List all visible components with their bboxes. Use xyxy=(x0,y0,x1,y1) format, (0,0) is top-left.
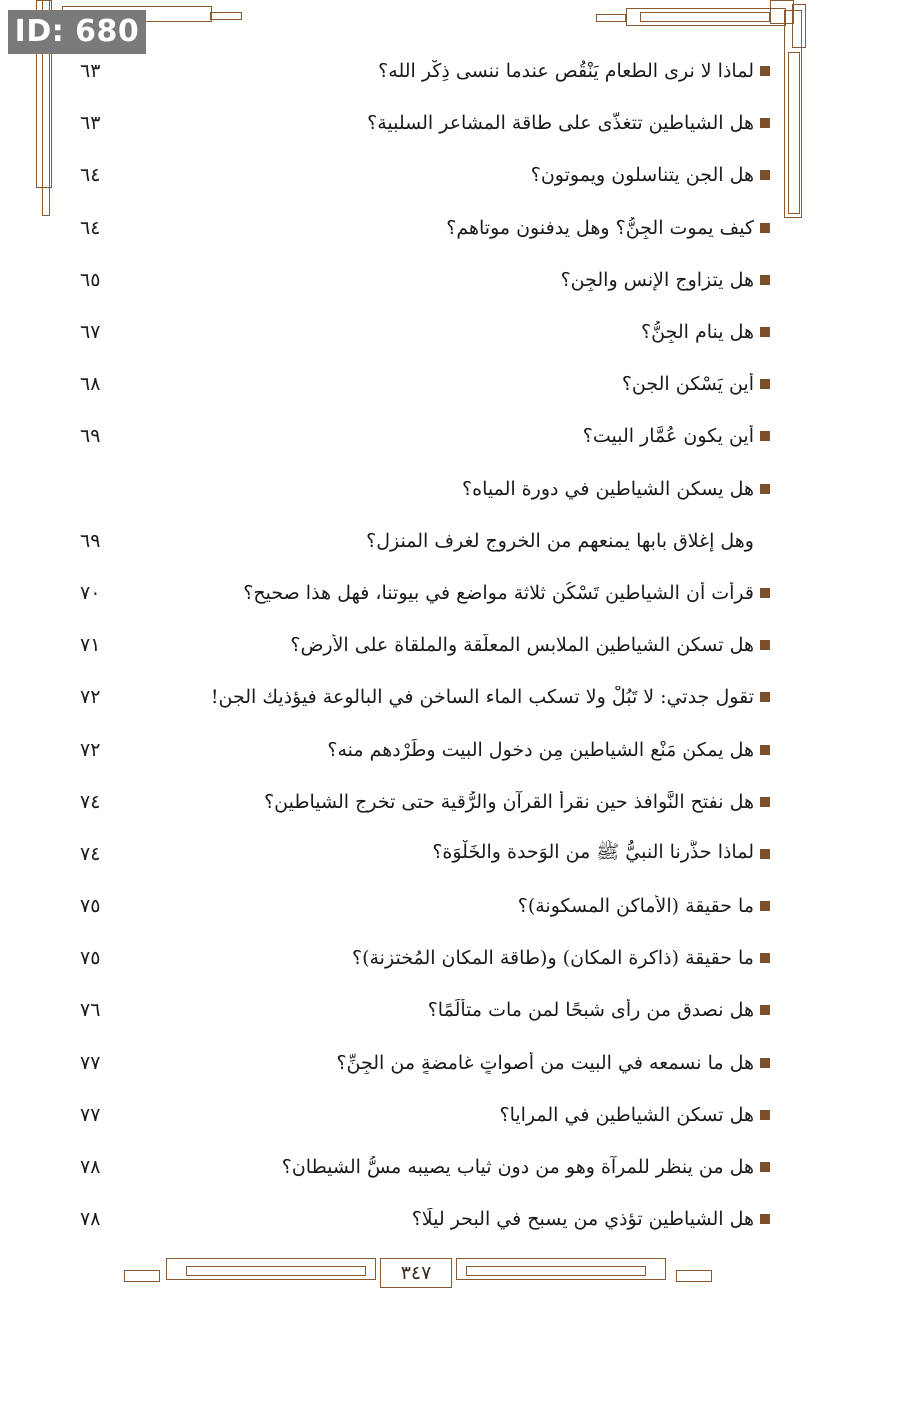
page-number: ٣٤٧ xyxy=(400,1262,432,1284)
bullet-icon xyxy=(760,1162,770,1172)
toc-entry-page: ٧٧ xyxy=(80,1051,101,1074)
toc-entry-title: ما حقيقة (الأماكن المسكونة)؟ xyxy=(517,895,754,918)
toc-entry-page: ٧٧ xyxy=(80,1103,101,1126)
toc-entry-page: ٧١ xyxy=(80,634,101,657)
toc-entry-title: هل تسكن الشياطين الملابس المعلَّقة والملقاة على الأرض؟ xyxy=(290,634,754,657)
toc-entry-title: أين يَسْكن الجن؟ xyxy=(621,373,754,396)
toc-entry-page: ٦٤ xyxy=(80,216,101,239)
toc-entry xyxy=(80,1193,770,1245)
toc-entry xyxy=(80,776,770,828)
toc-entry xyxy=(80,306,770,358)
toc-entry xyxy=(80,45,770,97)
toc-entry-page: ٦٩ xyxy=(80,529,101,552)
toc-entry-page: ٦٨ xyxy=(80,373,101,396)
bullet-icon xyxy=(760,66,770,76)
bullet-icon xyxy=(760,1058,770,1068)
toc-entry-page: ٧٤ xyxy=(80,790,101,813)
toc-entry xyxy=(80,567,770,619)
toc-entry-title: هل الجن يتناسلون ويموتون؟ xyxy=(530,164,754,187)
toc-entry xyxy=(80,619,770,671)
id-badge: ID: 680 xyxy=(8,10,146,54)
bullet-icon xyxy=(760,275,770,285)
bullet-icon xyxy=(760,170,770,180)
bullet-icon xyxy=(760,640,770,650)
table-of-contents xyxy=(80,45,770,1245)
bullet-icon xyxy=(760,118,770,128)
bullet-icon xyxy=(760,1005,770,1015)
toc-entry xyxy=(80,97,770,149)
toc-entry-page: ٧٦ xyxy=(80,999,101,1022)
toc-entry-title: أين يكون عُمَّار البيت؟ xyxy=(582,425,754,448)
toc-entry xyxy=(80,828,770,880)
toc-entry-page: ٧٢ xyxy=(80,686,101,709)
toc-entry-title: هل يمكن مَنْع الشياطين مِن دخول البيت وطَرْدهم منه؟ xyxy=(327,738,754,761)
footer-ornament xyxy=(120,1258,720,1288)
toc-entry xyxy=(80,202,770,254)
toc-entry-title: لماذا لا نرى الطعام يَنْقُص عندما ننسى ذِكْر الله؟ xyxy=(378,60,754,83)
toc-entry-title: وهل إغلاق بابها يمنعهم من الخروج لغرف المنزل؟ xyxy=(366,529,754,552)
toc-entry xyxy=(80,463,770,515)
toc-entry xyxy=(80,1141,770,1193)
toc-entry xyxy=(80,254,770,306)
toc-entry xyxy=(80,1089,770,1141)
bullet-icon xyxy=(760,431,770,441)
bullet-icon xyxy=(760,692,770,702)
toc-entry-title: هل ما نسمعه في البيت من أصواتٍ غامضةٍ من الجِنِّ؟ xyxy=(336,1051,754,1074)
toc-entry xyxy=(80,932,770,984)
toc-entry xyxy=(80,515,770,567)
toc-entry xyxy=(80,358,770,410)
bullet-icon xyxy=(760,745,770,755)
bullet-icon xyxy=(760,379,770,389)
toc-entry-title: هل الشياطين تتغذَّى على طاقة المشاعر السلبية؟ xyxy=(367,112,754,135)
toc-entry-page: ٦٧ xyxy=(80,321,101,344)
toc-entry xyxy=(80,149,770,201)
bullet-icon xyxy=(760,901,770,911)
toc-entry-title: هل من ينظر للمرآة وهو من دون ثياب يصيبه مسُّ الشيطان؟ xyxy=(281,1156,754,1179)
bullet-icon xyxy=(760,797,770,807)
toc-entry-title: ما حقيقة (ذاكرة المكان) و(طاقة المكان المُختزنة)؟ xyxy=(352,947,754,970)
toc-entry-page: ٧٨ xyxy=(80,1156,101,1179)
bullet-icon xyxy=(760,484,770,494)
toc-entry-title: تقول جدتي: لا تَبُلْ ولا تسكب الماء الساخن في البالوعة فيؤذيك الجن! xyxy=(210,686,754,709)
bullet-icon xyxy=(760,1110,770,1120)
toc-entry-title: هل يتزاوج الإنس والجِن؟ xyxy=(560,268,754,291)
bullet-icon xyxy=(760,953,770,963)
toc-entry-page: ٧٥ xyxy=(80,947,101,970)
toc-entry xyxy=(80,410,770,462)
toc-entry-title: هل ينام الجِنُّ؟ xyxy=(641,321,754,344)
toc-entry-page: ٧٨ xyxy=(80,1208,101,1231)
toc-entry xyxy=(80,671,770,723)
bullet-icon xyxy=(760,588,770,598)
toc-entry-page: ٧٥ xyxy=(80,895,101,918)
bullet-icon xyxy=(760,223,770,233)
toc-entry-title: قرأت أن الشياطين تَسْكُن ثلاثة مواضع في بيوتنا، فهل هذا صحيح؟ xyxy=(243,581,754,604)
toc-entry-title: هل نفتح النَّوافذ حين نقرأ القرآن والرُّقية حتى تخرج الشياطين؟ xyxy=(264,790,754,813)
toc-entry-page: ٦٤ xyxy=(80,164,101,187)
toc-entry-page: ٦٩ xyxy=(80,425,101,448)
bullet-icon xyxy=(760,849,770,859)
toc-entry xyxy=(80,723,770,775)
toc-entry-page: ٦٣ xyxy=(80,60,101,83)
toc-entry xyxy=(80,984,770,1036)
toc-entry-page: ٧٤ xyxy=(80,842,101,865)
toc-entry-page: ٧٠ xyxy=(80,581,101,604)
toc-entry-page: ٦٥ xyxy=(80,268,101,291)
toc-entry-title: كيف يموت الجِنُّ؟ وهل يدفنون موتاهم؟ xyxy=(446,216,754,239)
toc-entry-title: هل الشياطين تؤذي من يسبح في البحر ليلًا؟ xyxy=(411,1208,754,1231)
toc-entry xyxy=(80,880,770,932)
toc-entry-page: ٧٢ xyxy=(80,738,101,761)
toc-entry xyxy=(80,1037,770,1089)
toc-entry-title: لماذا حذَّرنا النبيُّ ﷺ من الوَحدة والخَلْوَة؟ xyxy=(432,840,754,863)
toc-entry-page: ٦٣ xyxy=(80,112,101,135)
bullet-icon xyxy=(760,1214,770,1224)
toc-entry-title: هل تسكن الشياطين في المرايا؟ xyxy=(499,1103,754,1126)
toc-entry-title: هل يسكن الشياطين في دورة المياه؟ xyxy=(462,477,754,500)
bullet-icon xyxy=(760,327,770,337)
toc-entry-title: هل نصدق من رأى شبحًا لمن مات متألِّمًا؟ xyxy=(427,999,754,1022)
